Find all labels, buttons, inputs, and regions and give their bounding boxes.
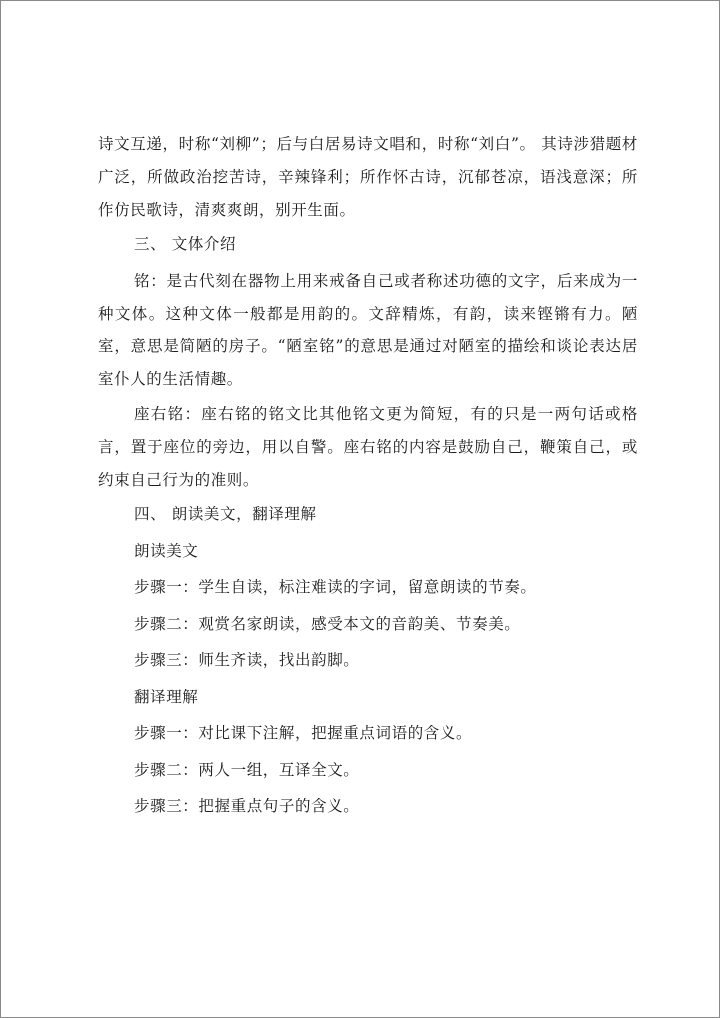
paragraph-poet-intro: 诗文互递，时称“刘柳”；后与白居易诗文唱和，时称“刘白”。 其诗涉猎题材广泛，所做政治挖苦诗，辛辣锋利；所作怀古诗，沉郁苍凉，语浅意深；所作仿民歌诗，清爽爽朗，别开生面。 bbox=[98, 135, 638, 219]
section-heading-genre: 三、 文体介绍 bbox=[134, 235, 237, 254]
step-translate-2: 步骤二：两人一组，互译全文。 bbox=[134, 760, 360, 779]
paragraph-ming-definition: 铭：是古代刻在器物上用来戒备自己或者称述功德的文字，后来成为一种文体。这种文体一般都是用韵的。文辞精炼，有韵，读来铿锵有力。陋室，意思是简陋的房子。“陋室铭”的意思是通过对陋室的描绘和谈论表达居室仆人的生活情趣。 bbox=[98, 271, 638, 389]
step-translate-3: 步骤三：把握重点句子的含义。 bbox=[134, 797, 360, 816]
step-read-2: 步骤二：观赏名家朗读，感受本文的音韵美、节奏美。 bbox=[134, 614, 521, 633]
section-heading-reading: 四、 朗读美文，翻译理解 bbox=[134, 505, 317, 524]
subheading-translate: 翻译理解 bbox=[134, 687, 199, 706]
step-read-3: 步骤三：师生齐读，找出韵脚。 bbox=[134, 651, 360, 670]
step-read-1: 步骤一：学生自读，标注难读的字词，留意朗读的节奏。 bbox=[134, 578, 537, 597]
subheading-read-aloud: 朗读美文 bbox=[134, 541, 199, 560]
step-translate-1: 步骤一：对比课下注解，把握重点词语的含义。 bbox=[134, 724, 473, 743]
paragraph-zuoyouming: 座右铭：座右铭的铭文比其他铭文更为简短，有的只是一两句话或格言，置于座位的旁边，用以自警。座右铭的内容是鼓励自己，鞭策自己，或约束自己行为的准则。 bbox=[98, 405, 638, 489]
document-body bbox=[98, 128, 638, 825]
